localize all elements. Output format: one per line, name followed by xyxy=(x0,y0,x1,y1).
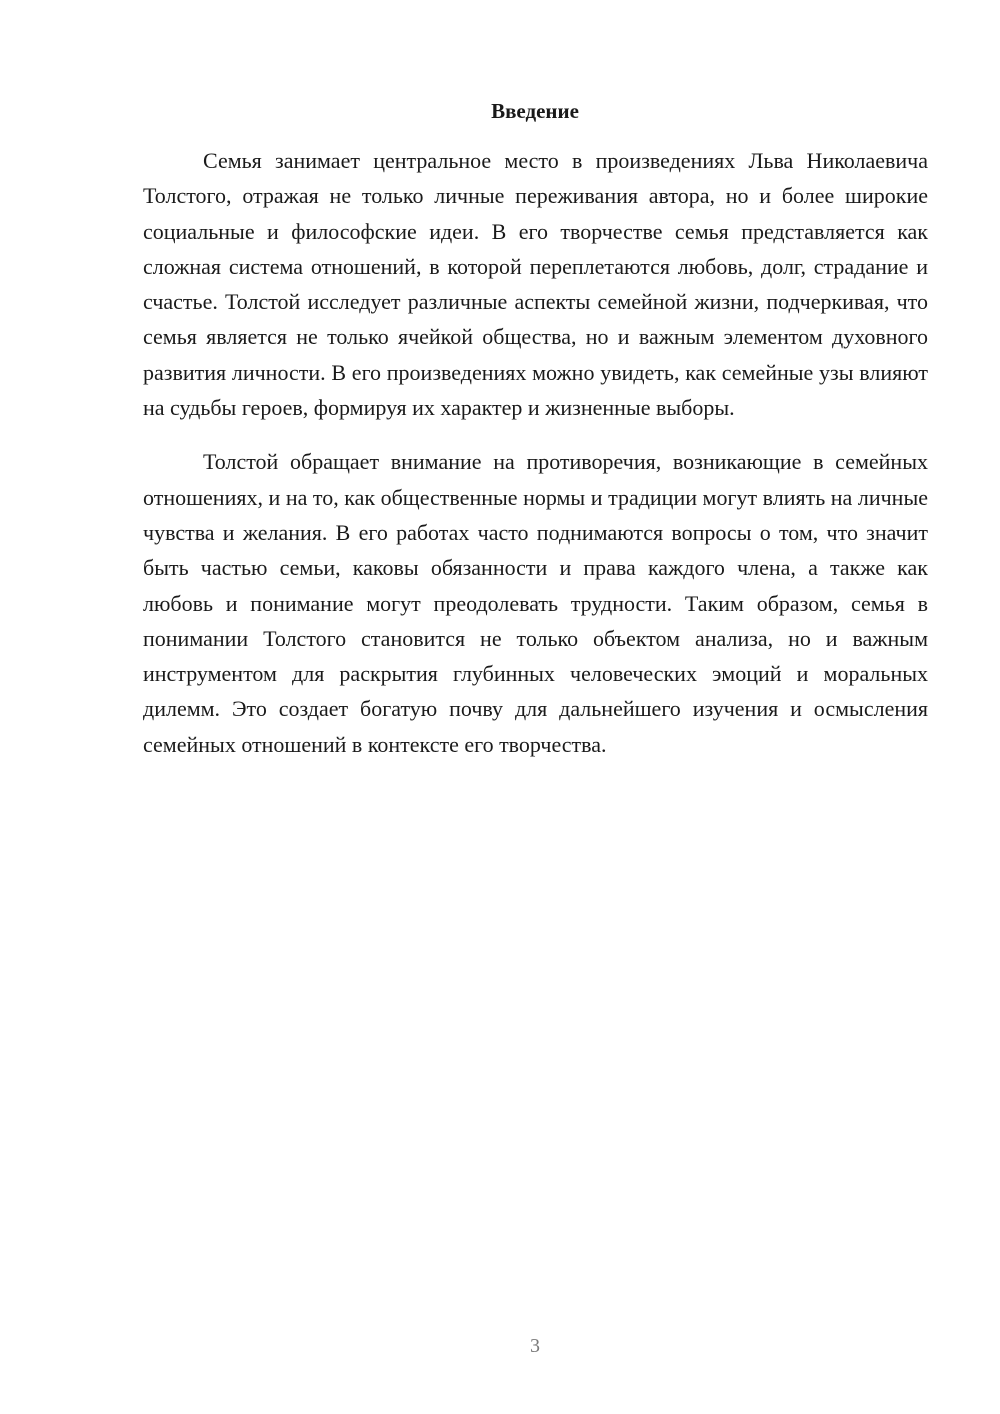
page-number: 3 xyxy=(530,1335,540,1357)
paragraph-1: Семья занимает центральное место в произведениях Льва Николаевича Толстого, отражая не только личные переживания автора, но и более широкие социальные и философские идеи. В его творчестве семья представляется как сложная система отношений, в которой переплетаются любовь, долг, страдание и счастье. Толстой исследует различные аспекты семейной жизни, подчеркивая, что семья является не только ячейкой общества, но и важным элементом духовного развития личности. В его произведениях можно увидеть, как семейные узы влияют на судьбы героев, формируя их характер и жизненные выборы. xyxy=(143,148,928,421)
body-text xyxy=(143,143,928,762)
section-heading: Введение xyxy=(491,99,579,123)
paragraph-2: Толстой обращает внимание на противоречия, возникающие в семейных отношениях, и на то, как общественные нормы и традиции могут влиять на личные чувства и желания. В его работах часто поднимаются вопросы о том, что значит быть частью семьи, каковы обязанности и права каждого члена, а также как любовь и понимание могут преодолевать трудности. Таким образом, семья в понимании Толстого становится не только объектом анализа, но и важным инструментом для раскрытия глубинных человеческих эмоций и моральных дилемм. Это создает богатую почву для дальнейшего изучения и осмысления семейных отношений в контексте его творчества. xyxy=(143,449,928,757)
